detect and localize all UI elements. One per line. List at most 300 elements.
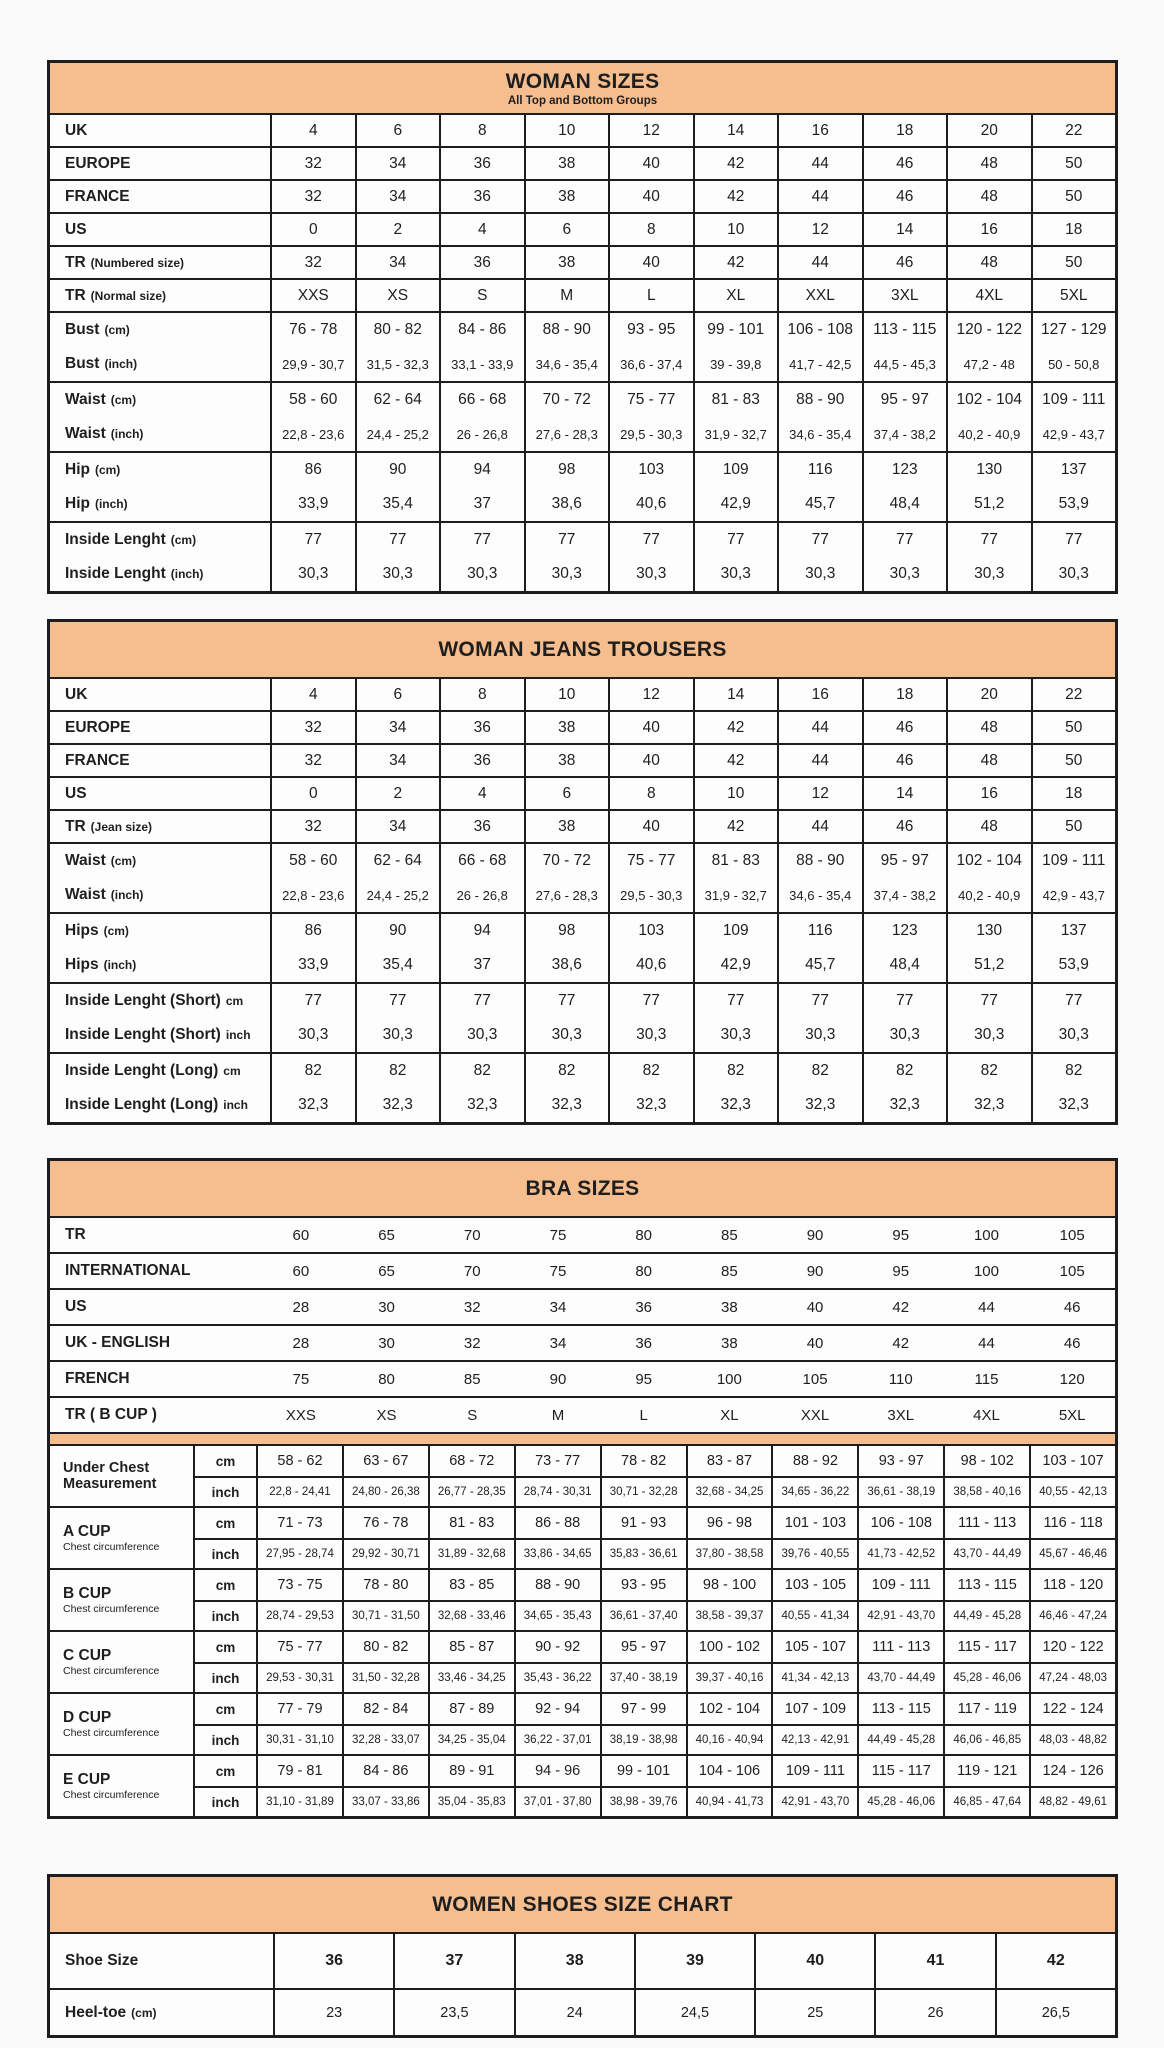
size-cell: 27,6 - 28,3 [524, 878, 609, 912]
size-cell: 4XL [973, 1406, 1000, 1424]
size-cell: 95 [892, 1262, 910, 1280]
size-cell: L [608, 280, 693, 311]
size-cell: 38,19 - 38,98 [600, 1726, 686, 1754]
size-cell: 36,61 - 38,19 [857, 1478, 943, 1506]
size-cell: 44,49 - 45,28 [857, 1726, 943, 1754]
table-body [50, 677, 1115, 1122]
size-cell: 34 [549, 1334, 567, 1352]
table-row [50, 1360, 1115, 1396]
size-cell: 50 [1031, 148, 1116, 179]
size-cell: 77 [946, 523, 1031, 557]
row-label [50, 181, 270, 212]
size-cell: XXL [800, 1406, 830, 1424]
size-cell: 41,7 - 42,5 [777, 347, 862, 381]
row-label [50, 1088, 270, 1122]
size-cell: 26,5 [995, 1990, 1115, 2035]
size-cell: 84 - 86 [342, 1756, 428, 1786]
table-row [50, 1054, 1115, 1088]
size-cell: 42,13 - 42,91 [771, 1726, 857, 1754]
table-row [193, 1756, 1115, 1786]
size-cell: 78 - 80 [342, 1570, 428, 1600]
row-group [50, 982, 1115, 1052]
row-label-text: Waist [65, 391, 106, 408]
size-cell: 12 [608, 679, 693, 710]
size-cell: 109 [693, 453, 778, 487]
table-header [50, 1161, 1115, 1216]
size-cell: 32,3 [862, 1088, 947, 1122]
size-cell: 94 - 96 [514, 1756, 600, 1786]
row-label-text: Shoe Size [65, 1952, 139, 1969]
size-cell: 90 - 92 [514, 1632, 600, 1662]
size-cell: 88 - 90 [514, 1570, 600, 1600]
size-cell: 23,5 [393, 1990, 513, 2035]
size-cell: 16 [946, 778, 1031, 809]
table-row [50, 878, 1115, 912]
size-cell: 30,3 [524, 557, 609, 591]
size-cell: 60 [292, 1226, 310, 1244]
size-cell: 42 [693, 148, 778, 179]
size-cell: 42 [892, 1298, 910, 1316]
size-cell: 98 [524, 453, 609, 487]
row-label-text: TR [65, 253, 86, 271]
row-label-note: inch [225, 1028, 251, 1042]
size-cell: 75 - 77 [608, 383, 693, 417]
size-cell: 123 [862, 914, 947, 948]
size-cell: 76 - 78 [270, 313, 355, 347]
size-cell: 30,3 [862, 1018, 947, 1052]
size-cell: 42,91 - 43,70 [857, 1602, 943, 1630]
row-label [50, 1934, 273, 1988]
size-cell: 91 - 93 [600, 1508, 686, 1538]
size-cell: 30,3 [1031, 557, 1116, 591]
row-label [50, 214, 270, 245]
size-cell: 88 - 90 [777, 844, 862, 878]
size-cell: 137 [1031, 453, 1116, 487]
size-cell: 44 [978, 1298, 995, 1316]
size-cell: 46 [862, 148, 947, 179]
table-title: BRA SIZES [525, 1177, 640, 1200]
row-label-text: Hip [65, 461, 90, 478]
size-cell: 77 [439, 984, 524, 1018]
size-cell: 30,71 - 32,28 [600, 1478, 686, 1506]
size-cell: 33,1 - 33,9 [439, 347, 524, 381]
table-row [193, 1538, 1115, 1568]
table-row [50, 809, 1115, 842]
table-row [50, 677, 1115, 710]
size-cell: 34,65 - 36,22 [771, 1478, 857, 1506]
size-cell: 77 [270, 984, 355, 1018]
size-cell: 36 [439, 181, 524, 212]
bra-group-rows [193, 1446, 1115, 1506]
size-cell: 130 [946, 453, 1031, 487]
size-cell: 70 [463, 1226, 481, 1244]
size-cell: 106 - 108 [857, 1508, 943, 1538]
size-cell: 30 [378, 1298, 395, 1316]
size-cell: XS [376, 1406, 397, 1424]
size-cell: 30,3 [777, 557, 862, 591]
table-row [50, 146, 1115, 179]
size-cell: 32 [463, 1298, 481, 1316]
table-row [50, 776, 1115, 809]
size-cell: 137 [1031, 914, 1116, 948]
size-cell: 40,6 [608, 487, 693, 521]
row-label [50, 948, 270, 982]
size-cell: 53,9 [1031, 487, 1116, 521]
size-cell: 93 - 97 [857, 1446, 943, 1476]
size-cell: 50 [1031, 745, 1116, 776]
size-cell: 88 - 90 [777, 383, 862, 417]
size-cell: 45,7 [777, 948, 862, 982]
size-cell: 40,2 - 40,9 [946, 878, 1031, 912]
row-label [50, 453, 270, 487]
size-cell: 43,70 - 44,49 [943, 1540, 1029, 1568]
size-cell: 77 [1031, 984, 1116, 1018]
size-cell: 46 [862, 745, 947, 776]
size-cell: 53,9 [1031, 948, 1116, 982]
row-label-note: inch [223, 1098, 248, 1112]
row-label [50, 417, 270, 451]
table-row [193, 1724, 1115, 1754]
size-cell: 82 [355, 1054, 440, 1088]
table-row [50, 914, 1115, 948]
row-label-note: (inch) [103, 958, 137, 972]
unit-label: inch [193, 1788, 256, 1816]
size-cell: 34 [355, 712, 440, 743]
size-cell: 30,3 [439, 1018, 524, 1052]
size-cell: 45,28 - 46,06 [943, 1664, 1029, 1692]
size-cell: 29,92 - 30,71 [342, 1540, 428, 1568]
table-row [50, 557, 1115, 591]
size-cell: 48,4 [862, 487, 947, 521]
size-cell: 102 - 104 [686, 1694, 772, 1724]
size-cell: 70 - 72 [524, 383, 609, 417]
size-cell: 34 [355, 181, 440, 212]
size-cell: 8 [608, 214, 693, 245]
size-cell: 34 [355, 148, 440, 179]
size-cell: 71 - 73 [256, 1508, 342, 1538]
size-cell: 123 [862, 453, 947, 487]
size-cell: 115 - 117 [857, 1756, 943, 1786]
size-cell: 104 - 106 [686, 1756, 772, 1786]
size-cell: 33,46 - 34,25 [428, 1664, 514, 1692]
table-row [50, 1932, 1115, 1988]
bra-group-rows [193, 1508, 1115, 1568]
size-cell: 77 [777, 984, 862, 1018]
table-row [50, 487, 1115, 521]
size-cell: 98 - 100 [686, 1570, 772, 1600]
size-cell: 42 [995, 1934, 1115, 1988]
row-label-text: Inside Lenght [65, 531, 166, 548]
size-cell: 30,3 [862, 557, 947, 591]
table-row [193, 1600, 1115, 1630]
row-label-text: Inside Lenght (Long) [65, 1062, 219, 1079]
size-cell: 127 - 129 [1031, 313, 1116, 347]
size-cell: 4 [439, 214, 524, 245]
size-cell: 42 [693, 745, 778, 776]
size-cell: 100 [716, 1370, 742, 1388]
size-cell: 30,3 [270, 1018, 355, 1052]
row-label-text: A CUP [63, 1522, 111, 1540]
size-cell: 29,9 - 30,7 [270, 347, 355, 381]
size-cell: 32 [463, 1334, 481, 1352]
size-cell: 30,3 [693, 1018, 778, 1052]
size-cell: 38 [524, 247, 609, 278]
size-cell: 32,3 [608, 1088, 693, 1122]
row-label-text: Hips [65, 922, 99, 939]
size-cell: 122 - 124 [1029, 1694, 1115, 1724]
size-cell: 34,6 - 35,4 [524, 347, 609, 381]
size-cell: 46,46 - 47,24 [1029, 1602, 1115, 1630]
row-label [50, 844, 270, 878]
size-cell: 32 [270, 712, 355, 743]
size-cell: 18 [1031, 778, 1116, 809]
row-sublabel: Chest circumference [63, 1727, 160, 1740]
size-cell: 10 [524, 679, 609, 710]
size-cell: 38 [514, 1934, 634, 1988]
size-cell: 30,3 [946, 1018, 1031, 1052]
size-cell: 46 [1063, 1334, 1081, 1352]
size-cell: 6 [355, 115, 440, 146]
size-cell: 12 [777, 778, 862, 809]
row-label-text: US [65, 220, 87, 238]
size-cell: 94 [439, 914, 524, 948]
size-cell: 77 [608, 984, 693, 1018]
size-cell: 14 [693, 115, 778, 146]
size-cell: 70 - 72 [524, 844, 609, 878]
size-cell: 51,2 [946, 948, 1031, 982]
size-cell: 95 - 97 [862, 383, 947, 417]
size-cell: 42 [892, 1334, 910, 1352]
size-cell: 31,5 - 32,3 [355, 347, 440, 381]
size-cell: 27,95 - 28,74 [256, 1540, 342, 1568]
size-cell: 35,43 - 36,22 [514, 1664, 600, 1692]
row-label-note: (inch) [94, 497, 128, 511]
size-cell: 32 [270, 247, 355, 278]
row-sublabel: Chest circumference [63, 1603, 160, 1616]
table-row [50, 710, 1115, 743]
size-cell: 82 [608, 1054, 693, 1088]
row-label [50, 313, 270, 347]
size-cell: 116 [777, 914, 862, 948]
table-row [193, 1476, 1115, 1506]
size-cell: 66 - 68 [439, 383, 524, 417]
row-label [50, 1694, 193, 1754]
size-cell: 42 [693, 712, 778, 743]
size-cell: 30,3 [946, 557, 1031, 591]
row-label: TR [65, 1226, 86, 1243]
row-label-note: (inch) [104, 357, 138, 371]
size-cell: 88 - 92 [771, 1446, 857, 1476]
size-cell: 36,6 - 37,4 [608, 347, 693, 381]
size-cell: 75 [292, 1370, 310, 1388]
size-cell: 100 [973, 1262, 999, 1280]
size-cell: 8 [439, 115, 524, 146]
size-cell: 50 [1031, 181, 1116, 212]
size-cell: 20 [946, 115, 1031, 146]
row-label [50, 148, 270, 179]
bra-sizes-table [47, 1158, 1118, 1819]
size-cell: 0 [270, 778, 355, 809]
size-cell: 68 - 72 [428, 1446, 514, 1476]
size-cell: 31,9 - 32,7 [693, 878, 778, 912]
row-label-text: Waist [65, 886, 106, 903]
table-row [50, 113, 1115, 146]
size-cell: 38 [524, 712, 609, 743]
row-label-text: UK [65, 685, 88, 703]
section-divider [50, 1432, 1115, 1444]
table-row [50, 453, 1115, 487]
size-cell: 30,3 [777, 1018, 862, 1052]
size-cell: 46,06 - 46,85 [943, 1726, 1029, 1754]
size-cell: 48 [946, 181, 1031, 212]
size-cell: 32,3 [524, 1088, 609, 1122]
size-cell: 44 [777, 745, 862, 776]
size-cell: 77 [777, 523, 862, 557]
size-cell: 44 [777, 181, 862, 212]
size-cell: 18 [1031, 214, 1116, 245]
size-cell: 30,3 [439, 557, 524, 591]
row-label-note: (cm) [110, 854, 137, 868]
row-label [50, 679, 270, 710]
size-cell: 82 [270, 1054, 355, 1088]
size-cell: XL [693, 280, 778, 311]
size-cell: 43,70 - 44,49 [857, 1664, 943, 1692]
table-header [50, 622, 1115, 677]
size-cell: 26,77 - 28,35 [428, 1478, 514, 1506]
table-row [50, 1252, 1115, 1288]
row-label [50, 1632, 193, 1692]
row-label [50, 1570, 193, 1630]
size-cell: 48 [946, 247, 1031, 278]
row-group [50, 912, 1115, 982]
size-cell: 60 [292, 1262, 310, 1280]
size-cell: 29,5 - 30,3 [608, 878, 693, 912]
bra-cup-group [50, 1506, 1115, 1568]
size-cell: 103 - 105 [771, 1570, 857, 1600]
table-subtitle: All Top and Bottom Groups [507, 95, 658, 107]
size-cell: 44,49 - 45,28 [943, 1602, 1029, 1630]
size-cell: 107 - 109 [771, 1694, 857, 1724]
table-row [193, 1570, 1115, 1600]
size-cell: 2 [355, 778, 440, 809]
table-row [50, 1396, 1115, 1432]
size-cell: 58 - 60 [270, 383, 355, 417]
size-cell: 75 - 77 [256, 1632, 342, 1662]
size-cell: 30,3 [524, 1018, 609, 1052]
size-cell: 82 [946, 1054, 1031, 1088]
size-cell: 77 [946, 984, 1031, 1018]
size-cell: 82 [777, 1054, 862, 1088]
row-label-text: FRANCE [65, 751, 130, 769]
size-cell: 32 [270, 745, 355, 776]
row-label-note: cm [223, 1064, 241, 1078]
size-cell: 83 - 87 [686, 1446, 772, 1476]
unit-label: cm [193, 1446, 256, 1476]
row-label-note: (cm) [94, 463, 121, 477]
size-cell: 36 [273, 1934, 393, 1988]
table-header [50, 63, 1115, 113]
size-cell: 31,89 - 32,68 [428, 1540, 514, 1568]
size-cell: 4 [270, 115, 355, 146]
row-label-text: Waist [65, 425, 106, 442]
size-cell: 5XL [1058, 1406, 1086, 1424]
unit-label: cm [193, 1632, 256, 1662]
size-cell: 120 - 122 [946, 313, 1031, 347]
table-row [50, 1088, 1115, 1122]
size-cell: 40 [608, 181, 693, 212]
size-cell: 30,71 - 31,50 [342, 1602, 428, 1630]
table-title: WOMAN JEANS TROUSERS [438, 638, 727, 661]
table-header [50, 1877, 1115, 1932]
row-label [50, 712, 270, 743]
size-cell: 22 [1031, 115, 1116, 146]
bra-group-rows [193, 1632, 1115, 1692]
row-label-text: Hips [65, 956, 99, 973]
size-cell: 25 [754, 1990, 874, 2035]
size-cell: 93 - 95 [600, 1570, 686, 1600]
size-cell: 109 - 111 [1031, 383, 1116, 417]
size-cell: 40 [608, 745, 693, 776]
size-cell: 77 [524, 984, 609, 1018]
row-label-note: (cm) [104, 323, 130, 337]
size-cell: 29,5 - 30,3 [608, 417, 693, 451]
size-cell: 24,4 - 25,2 [355, 417, 440, 451]
size-cell: 35,4 [355, 948, 440, 982]
table-body [50, 113, 1115, 591]
size-cell: 73 - 75 [256, 1570, 342, 1600]
size-cell: 32 [270, 148, 355, 179]
size-cell: 40 [608, 811, 693, 842]
size-cell: 111 - 113 [857, 1632, 943, 1662]
row-group [50, 842, 1115, 912]
size-cell: 85 [463, 1370, 481, 1388]
row-label-text: Bust [65, 321, 100, 338]
table-row [193, 1508, 1115, 1538]
size-cell: 39 - 39,8 [693, 347, 778, 381]
row-label-text: C CUP [63, 1646, 112, 1664]
row-label-text: E CUP [63, 1770, 111, 1788]
size-cell: 77 [355, 523, 440, 557]
size-cell: 41,34 - 42,13 [771, 1664, 857, 1692]
size-cell: 41 [874, 1934, 994, 1988]
size-cell: 40 [608, 247, 693, 278]
size-cell: 16 [777, 679, 862, 710]
size-cell: 31,10 - 31,89 [256, 1788, 342, 1816]
size-cell: 38,58 - 40,16 [943, 1478, 1029, 1506]
size-cell: 24,80 - 26,38 [342, 1478, 428, 1506]
size-cell: 6 [355, 679, 440, 710]
size-cell: 80 [635, 1262, 652, 1280]
size-cell: 44 [777, 247, 862, 278]
size-cell: 36,61 - 37,40 [600, 1602, 686, 1630]
row-label-text: EUROPE [65, 154, 131, 172]
row-label [50, 557, 270, 591]
size-cell: M [551, 1406, 565, 1424]
row-label-note: cm [225, 994, 244, 1008]
size-cell: 37,40 - 38,19 [600, 1664, 686, 1692]
row-label-text: Inside Lenght (Long) [65, 1096, 219, 1113]
bra-cup-group [50, 1692, 1115, 1754]
size-cell: 50 - 50,8 [1031, 347, 1116, 381]
size-cell: 32,3 [270, 1088, 355, 1122]
woman-sizes-table [47, 60, 1118, 594]
size-cell: 96 - 98 [686, 1508, 772, 1538]
size-cell: 32,68 - 34,25 [686, 1478, 772, 1506]
table-row [50, 948, 1115, 982]
size-cell: 32 [270, 181, 355, 212]
size-cell: 85 [721, 1226, 738, 1244]
size-cell: XS [355, 280, 440, 311]
